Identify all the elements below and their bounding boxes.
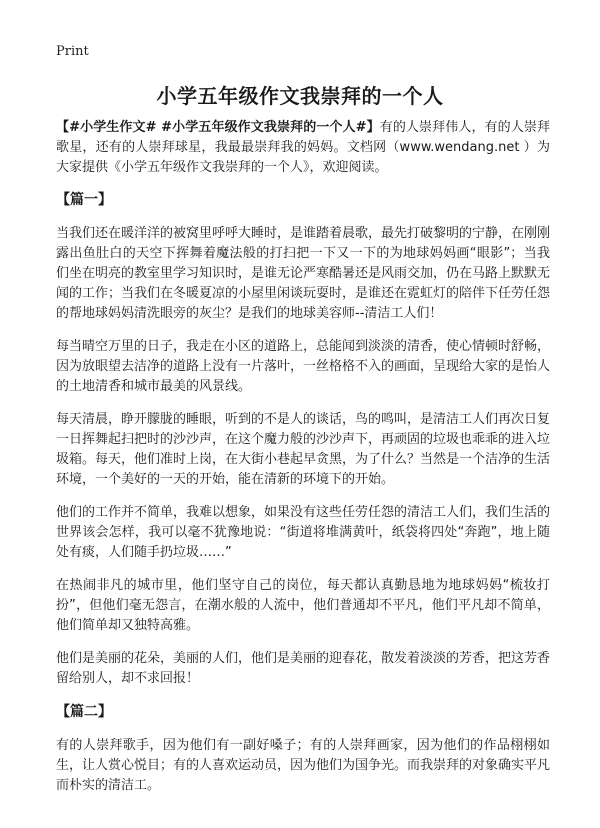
paragraph: 每天清晨，睁开朦胧的睡眼，听到的不是人的谈话，鸟的鸣叫，是清洁工人们再次日复一日挥舞起扫把时的沙沙声，在这个魔力般的沙沙声下，再顽固的垃圾也乖乖的进入垃圾箱。每天，他们准时上岗，在大街小巷起早贪黑，为了什么？当然是一个洁净的生活环境，一个美好的一天的开始，能在清新的环境下的开始。 [56, 412, 551, 487]
paragraph: 有的人崇拜歌手，因为他们有一副好嗓子；有的人崇拜画家，因为他们的作品栩栩如生，让人赏心悦目；有的人喜欢运动员，因为他们为国争光。而我崇拜的对象确实平凡而朴实的清洁工。 [56, 738, 551, 793]
section-2 [56, 702, 550, 796]
paragraph: 在热闹非凡的城市里，他们坚守自己的岗位，每天都认真勤恳地为地球妈妈“梳妆打扮”，但他们毫无怨言，在潮水般的人流中，他们普通却不平凡，他们平凡却不简单，他们简单却又独特高雅。 [56, 578, 550, 633]
section-1 [56, 190, 550, 689]
paragraph: 当我们还在暖洋洋的被窝里呼呼大睡时，是谁踏着晨歌，最先打破黎明的宁静，在刚刚露出鱼肚白的天空下挥舞着魔法般的打扫把一下又一下的为地球妈妈画“眼影”；当我们坐在明亮的教室里学习知识时，是谁无论严寒酷暑还是风雨交加，仍在马路上默默无闻的工作；当我们在冬暖夏凉的小屋里闲谈玩耍时，是谁还在霓虹灯的陪伴下任劳任怨的帮地球妈妈清洗眼旁的灰尘？是我们的地球美容师--清洁工人们！ [56, 226, 551, 321]
intro-text: 有的人崇拜伟人，有的人崇拜歌星，还有的人崇拜球星，我最最崇拜我的妈妈。文档网（www.wendang.net ）为大家提供《小学五年级作文我崇拜的一个人》，欢迎阅读。 [56, 120, 550, 175]
intro-tag: 【#小学生作文# #小学五年级作文我崇拜的一个人#】 [56, 120, 380, 135]
section-heading: 【篇一】 [56, 192, 112, 208]
section-heading: 【篇二】 [56, 704, 112, 720]
page-title: 小学五年级作文我崇拜的一个人 [156, 84, 444, 108]
intro-paragraph [56, 118, 550, 178]
print-link[interactable]: Print [56, 44, 89, 59]
paragraph: 他们是美丽的花朵，美丽的人们，他们是美丽的迎春花，散发着淡淡的芳香，把这芳香留给别人，却不求回报！ [56, 651, 551, 686]
paragraph: 他们的工作并不简单，我难以想象，如果没有这些任劳任怨的清洁工人们，我们生活的世界该会怎样，我可以毫不犹豫地说：“街道将堆满黄叶，纸袋将四处“奔跑”，地上随处有痰，人们随手扔垃圾……” [56, 505, 551, 560]
article-body [56, 118, 550, 809]
paragraph: 每当晴空万里的日子，我走在小区的道路上，总能闻到淡淡的清香，使心情顿时舒畅，因为放眼望去洁净的道路上没有一片落叶，一丝格格不入的画面，呈现给大家的是怡人的土地清香和城市最美的风景线。 [56, 339, 551, 394]
